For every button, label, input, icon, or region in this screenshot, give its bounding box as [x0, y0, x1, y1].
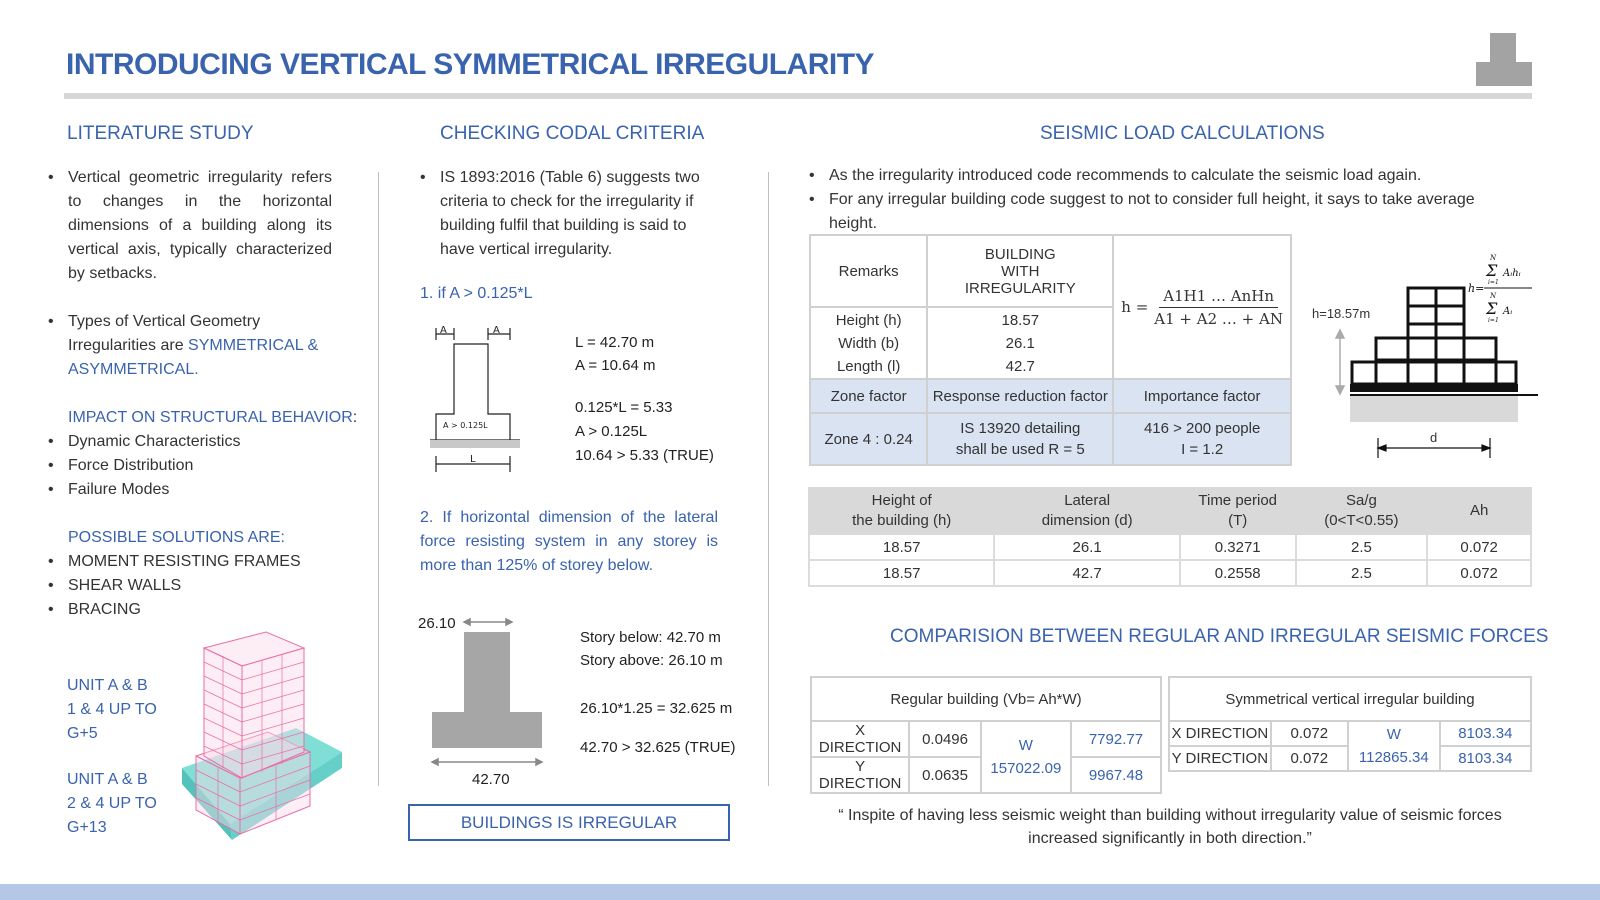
label-height: Height (h): [835, 311, 902, 329]
seismic-heading: SEISMIC LOAD CALCULATIONS: [1040, 123, 1325, 144]
building-3d-model-image: [178, 628, 348, 846]
width-label: d: [1430, 430, 1438, 445]
dim-l: L: [470, 454, 476, 465]
logo-mark-base: [1476, 62, 1532, 86]
cell: 0.2558: [1180, 560, 1296, 586]
setback-diagram: [430, 324, 530, 480]
importance-line-2: I = 1.2: [1181, 441, 1224, 458]
cell: 26.1: [994, 534, 1179, 560]
formula-numerator: A1H1 … AnHn: [1159, 287, 1278, 308]
table-row: [1169, 721, 1531, 746]
c1-a: A = 10.64 m: [575, 357, 656, 374]
label-width: Width (b): [838, 334, 900, 352]
literature-types: [46, 310, 332, 382]
cell: 0.072: [1427, 560, 1531, 586]
table-row: [809, 534, 1531, 560]
c1-l: L = 42.70 m: [575, 334, 655, 351]
c1-result: 10.64 > 5.33 (TRUE): [575, 447, 714, 464]
bwi-header: BUILDING WITH IRREGULARITY: [927, 235, 1113, 307]
title-divider: [64, 93, 1532, 99]
col-height: Height of the building (h): [809, 488, 994, 534]
sigma-upper: N: [1490, 254, 1497, 262]
unit-line: UNIT A & B: [67, 677, 148, 694]
literature-point-1: • Vertical geometric irregularity refers to changes in the horizontal dimensions of a building along its vertical axis, typically characterized by setbacks.: [46, 166, 332, 286]
irregular-conclusion-box: BUILDINGS IS IRREGULAR: [408, 804, 730, 841]
direction-label: Y DIRECTION: [811, 757, 909, 793]
sigma-upper: N: [1490, 292, 1497, 300]
seismic-bullets: [807, 164, 1527, 236]
table-row: [809, 560, 1531, 586]
literature-bullets: [46, 166, 332, 286]
col-sag: Sa/g (0<T<0.55): [1296, 488, 1428, 534]
unit-label-1: [67, 674, 157, 746]
c1-calc-1: 0.125*L = 5.33: [575, 399, 673, 416]
col-ah: Ah: [1427, 488, 1531, 534]
w-label: W: [1018, 737, 1033, 754]
base-shear-value: 8103.34: [1440, 746, 1531, 771]
unit-line: G+5: [67, 725, 98, 742]
sigma-top: Σ: [1486, 261, 1498, 280]
types-text: Types of Vertical Geometry Irregularities are: [68, 313, 261, 354]
c2-story-above: Story above: 26.10 m: [580, 652, 723, 669]
logo-mark-top: [1490, 33, 1516, 63]
seismic-bullet: • For any irregular building code suggest to not to consider full height, it says to take average height.: [807, 188, 1527, 236]
importance-line-1: 416 > 200 people: [1143, 420, 1261, 437]
ah-value: 0.072: [1271, 746, 1348, 771]
unit-line: 2 & 4 UP TO: [67, 795, 157, 812]
column-divider-1: [378, 172, 379, 786]
base-shear-value: 8103.34: [1440, 721, 1531, 746]
criterion-1-title: 1. if A > 0.125*L: [420, 285, 533, 302]
solution-item: • MOMENT RESISTING FRAMES: [46, 550, 301, 574]
col-lateral: Lateral dimension (d): [994, 488, 1179, 534]
w-value: 157022.09: [990, 760, 1062, 777]
sigma-lower: i=1: [1488, 279, 1499, 286]
formula-denominator: A1 + A2 … + AN: [1154, 309, 1283, 328]
remarks-header: Remarks: [810, 235, 927, 307]
c2-result: 42.70 > 32.625 (TRUE): [580, 739, 736, 756]
impact-colon: :: [352, 409, 358, 426]
zone-factor-header: Zone factor: [810, 379, 927, 413]
comparison-heading: COMPARISION BETWEEN REGULAR AND IRREGULAR SEISMIC FORCES: [890, 626, 1549, 647]
base-shear-value: 7792.77: [1071, 721, 1161, 757]
solution-item: • SHEAR WALLS: [46, 574, 301, 598]
formula-lhs: h =: [1121, 298, 1149, 316]
c2-story-below: Story below: 42.70 m: [580, 629, 721, 646]
impact-list: [46, 430, 240, 502]
dimension-values: [927, 307, 1113, 379]
solutions-list: [46, 550, 301, 622]
cell: 0.3271: [1180, 534, 1296, 560]
height-formula: [1468, 254, 1532, 324]
cell: 18.57: [809, 534, 994, 560]
ah-value: 0.072: [1271, 721, 1348, 746]
cell: 42.7: [994, 560, 1179, 586]
codal-intro-list: [418, 166, 708, 262]
sigma-bottom: Σ: [1486, 299, 1498, 318]
label-length: Length (l): [836, 357, 901, 375]
dimension-labels: [810, 307, 927, 379]
unit-label-2: [67, 768, 157, 840]
impact-item: • Force Distribution: [46, 454, 240, 478]
importance-factor-header: Importance factor: [1113, 379, 1291, 413]
direction-label: X DIRECTION: [1169, 721, 1271, 746]
regular-building-table: [810, 676, 1162, 794]
table-row: [811, 721, 1161, 757]
irregular-building-table: [1168, 676, 1532, 772]
cell: 2.5: [1296, 560, 1428, 586]
codal-heading: CHECKING CODAL CRITERIA: [440, 123, 705, 144]
conclusion-quote: “ Inspite of having less seismic weight than building without irregularity value of seismic forces increased significantly in both direction.”: [838, 807, 1502, 847]
direction-label: Y DIRECTION: [1169, 746, 1271, 771]
formula-h: h=: [1468, 282, 1485, 295]
page-title: INTRODUCING VERTICAL SYMMETRICAL IRREGULARITY: [66, 48, 875, 81]
importance-factor-value: [1113, 413, 1291, 465]
column-divider-2: [768, 172, 769, 786]
base-shear-value: 9967.48: [1071, 757, 1161, 793]
impact-heading: IMPACT ON STRUCTURAL BEHAVIOR: [68, 409, 353, 426]
average-height-formula: [1113, 235, 1291, 379]
col-time-period: Time period (T): [1180, 488, 1296, 534]
w-value: 112865.34: [1358, 749, 1429, 766]
cell: 18.57: [809, 560, 994, 586]
criterion-2-title: 2. If horizontal dimension of the lateral force resisting system in any storey is more than 125% of storey below.: [420, 509, 718, 574]
footer-bar: [0, 884, 1600, 900]
storey-comparison-diagram: [412, 608, 562, 788]
irregular-caption: Symmetrical vertical irregular building: [1169, 677, 1531, 721]
setback-inner-label: A > 0.125L: [443, 421, 488, 430]
term-top: Aᵢhᵢ: [1503, 268, 1521, 279]
codal-intro: • IS 1893:2016 (Table 6) suggests two criteria to check for the irregularity if building fulfil that building is said to have vertical irregularity.: [418, 166, 708, 262]
response-reduction-value: IS 13920 detailing shall be used R = 5: [927, 413, 1113, 465]
direction-label: X DIRECTION: [811, 721, 909, 757]
dim-top-storey: 26.10: [418, 615, 456, 632]
impact-heading-line: [68, 406, 357, 430]
literature-heading: LITERATURE STUDY: [67, 123, 254, 144]
building-parameters-table: [809, 234, 1292, 466]
cell: 2.5: [1296, 534, 1428, 560]
height-label: h=18.57m: [1312, 306, 1371, 321]
ah-value: 0.0496: [909, 721, 981, 757]
regular-caption: Regular building (Vb= Ah*W): [811, 677, 1161, 721]
value-length: 42.7: [1005, 357, 1035, 375]
response-reduction-header: Response reduction factor: [927, 379, 1113, 413]
c1-calc-2: A > 0.125L: [575, 423, 648, 440]
time-period-table: [808, 487, 1532, 587]
dim-a-right: A: [493, 325, 500, 336]
solutions-heading: POSSIBLE SOLUTIONS ARE:: [68, 529, 285, 546]
cell: 0.072: [1427, 534, 1531, 560]
solution-item: • BRACING: [46, 598, 301, 622]
term-bottom: Aᵢ: [1503, 306, 1513, 317]
ah-value: 0.0635: [909, 757, 981, 793]
value-height: 18.57: [1001, 311, 1040, 329]
c2-calc: 26.10*1.25 = 32.625 m: [580, 700, 733, 717]
value-width: 26.1: [1005, 334, 1035, 352]
impact-item: • Dynamic Characteristics: [46, 430, 240, 454]
types-highlight: SYMMETRICAL & ASYMMETRICAL.: [68, 337, 319, 378]
w-label: W: [1386, 726, 1401, 743]
impact-item: • Failure Modes: [46, 478, 240, 502]
dim-a-left: A: [440, 325, 447, 336]
dim-bottom-storey: 42.70: [472, 771, 510, 788]
sigma-lower: i=1: [1488, 317, 1499, 324]
unit-line: G+13: [67, 819, 107, 836]
seismic-bullet: • As the irregularity introduced code recommends to calculate the seismic load again.: [807, 164, 1527, 188]
zone-factor-value: Zone 4 : 0.24: [810, 413, 927, 465]
seismic-weight-cell: [1348, 721, 1440, 771]
stepped-building-figure: [1310, 252, 1540, 472]
unit-line: 1 & 4 UP TO: [67, 701, 157, 718]
seismic-weight-cell: [981, 721, 1071, 793]
unit-line: UNIT A & B: [67, 771, 148, 788]
literature-point-2: [46, 310, 332, 382]
